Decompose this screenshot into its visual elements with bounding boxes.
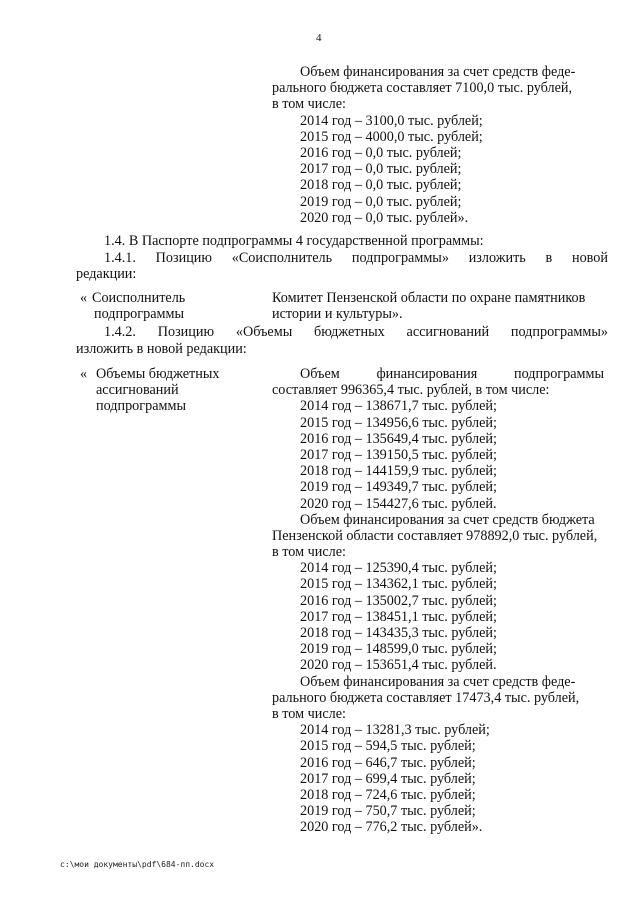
year-line: 2018 год – 724,6 тыс. рублей; <box>300 786 476 803</box>
row1-quote: « <box>80 290 88 306</box>
value-line: Комитет Пензенской области по охране памятников <box>272 290 586 306</box>
row2-value <box>272 366 604 835</box>
text-line: составляет 996365,4 тыс. рублей, в том числе: <box>272 382 550 399</box>
word: подпрограммы <box>514 366 604 382</box>
text-line: Объем финансирования за счет средств феде- <box>300 64 576 80</box>
word: Позицию <box>155 250 212 266</box>
year-line: 2019 год – 149349,7 тыс. рублей; <box>300 479 497 496</box>
year-line: 2020 год – 0,0 тыс. рублей». <box>300 209 469 226</box>
year-line: 2014 год – 125390,4 тыс. рублей; <box>300 560 497 577</box>
word: в <box>545 250 553 266</box>
year-line: 2018 год – 144159,9 тыс. рублей; <box>300 463 497 480</box>
word: бюджетных <box>314 324 385 340</box>
year-line: 2019 год – 750,7 тыс. рублей; <box>300 803 476 820</box>
year-line: 2015 год – 134956,6 тыс. рублей; <box>300 414 497 431</box>
page-number: 4 <box>316 32 322 44</box>
word: ассигнований <box>406 324 490 340</box>
top-federal-block <box>272 64 604 226</box>
row2-quote: « <box>80 366 88 382</box>
row1-label <box>92 290 185 322</box>
word: Позицию <box>157 324 215 340</box>
word: «Соисполнитель <box>231 250 333 266</box>
label-line: подпрограммы <box>96 398 186 414</box>
word: 1.4.2. <box>104 324 136 340</box>
paragraph-1-4: 1.4. В Паспорте подпрограммы 4 государственной программы: <box>104 233 484 249</box>
year-line: 2015 год – 594,5 тыс. рублей; <box>300 738 476 755</box>
row2-label <box>96 366 219 414</box>
word: 1.4.1. <box>104 250 136 266</box>
label-line: ассигнований <box>96 382 179 398</box>
paragraph-1-4-1 <box>104 250 608 266</box>
text-line: рального бюджета составляет 17473,4 тыс. рублей, <box>272 689 580 706</box>
text-line: рального бюджета составляет 7100,0 тыс. рублей, <box>272 80 573 97</box>
text-line: в том числе: <box>272 544 346 561</box>
year-line: 2016 год – 135649,4 тыс. рублей; <box>300 430 497 447</box>
year-line: 2020 год – 154427,6 тыс. рублей. <box>300 495 497 512</box>
year-line: 2014 год – 13281,3 тыс. рублей; <box>300 722 490 739</box>
year-line: 2019 год – 0,0 тыс. рублей; <box>300 193 462 210</box>
year-line: 2017 год – 699,4 тыс. рублей; <box>300 770 476 787</box>
row1-value <box>272 290 585 322</box>
year-line: 2015 год – 4000,0 тыс. рублей; <box>300 128 483 145</box>
label-line: Соисполнитель <box>92 290 186 306</box>
paragraph-1-4-2-cont: изложить в новой редакции: <box>76 341 247 357</box>
word: Объем <box>300 366 340 382</box>
word: подпрограммы» <box>510 324 608 340</box>
word: новой <box>571 250 608 266</box>
value-line: истории и культуры». <box>272 306 403 322</box>
year-line: 2020 год – 776,2 тыс. рублей». <box>300 819 483 836</box>
word: изложить <box>468 250 526 266</box>
text-line: в том числе: <box>272 96 346 113</box>
paragraph-1-4-1-cont: редакции: <box>76 266 137 282</box>
year-line: 2017 год – 0,0 тыс. рублей; <box>300 161 462 178</box>
label-line: Объемы бюджетных <box>96 366 220 382</box>
word: подпрограммы» <box>351 250 449 266</box>
year-line: 2017 год – 138451,1 тыс. рублей; <box>300 608 497 625</box>
year-line: 2015 год – 134362,1 тыс. рублей; <box>300 576 497 593</box>
word: финансирования <box>376 366 478 382</box>
year-line: 2016 год – 0,0 тыс. рублей; <box>300 144 462 161</box>
year-line: 2016 год – 135002,7 тыс. рублей; <box>300 592 497 609</box>
text-line: Объем финансирования за счет средств бюджета <box>300 511 595 528</box>
year-line: 2020 год – 153651,4 тыс. рублей. <box>300 657 497 674</box>
year-line: 2016 год – 646,7 тыс. рублей; <box>300 754 476 771</box>
total-line <box>272 366 604 382</box>
year-line: 2014 год – 138671,7 тыс. рублей; <box>300 398 497 415</box>
text-line: Объем финансирования за счет средств феде- <box>300 673 576 690</box>
word: «Объемы <box>235 324 293 340</box>
year-line: 2018 год – 143435,3 тыс. рублей; <box>300 625 497 641</box>
footer-file-path: c:\мои документы\pdf\684-пп.docx <box>60 860 215 869</box>
text-line: в том числе: <box>272 705 346 722</box>
year-line: 2019 год – 148599,0 тыс. рублей; <box>300 641 497 658</box>
text-line: Пензенской области составляет 978892,0 тыс. рублей, <box>272 527 598 544</box>
label-line: подпрограммы <box>94 306 184 322</box>
year-line: 2018 год – 0,0 тыс. рублей; <box>300 177 462 194</box>
year-line: 2017 год – 139150,5 тыс. рублей; <box>300 446 497 463</box>
paragraph-1-4-2 <box>104 324 608 340</box>
year-line: 2014 год – 3100,0 тыс. рублей; <box>300 112 483 129</box>
